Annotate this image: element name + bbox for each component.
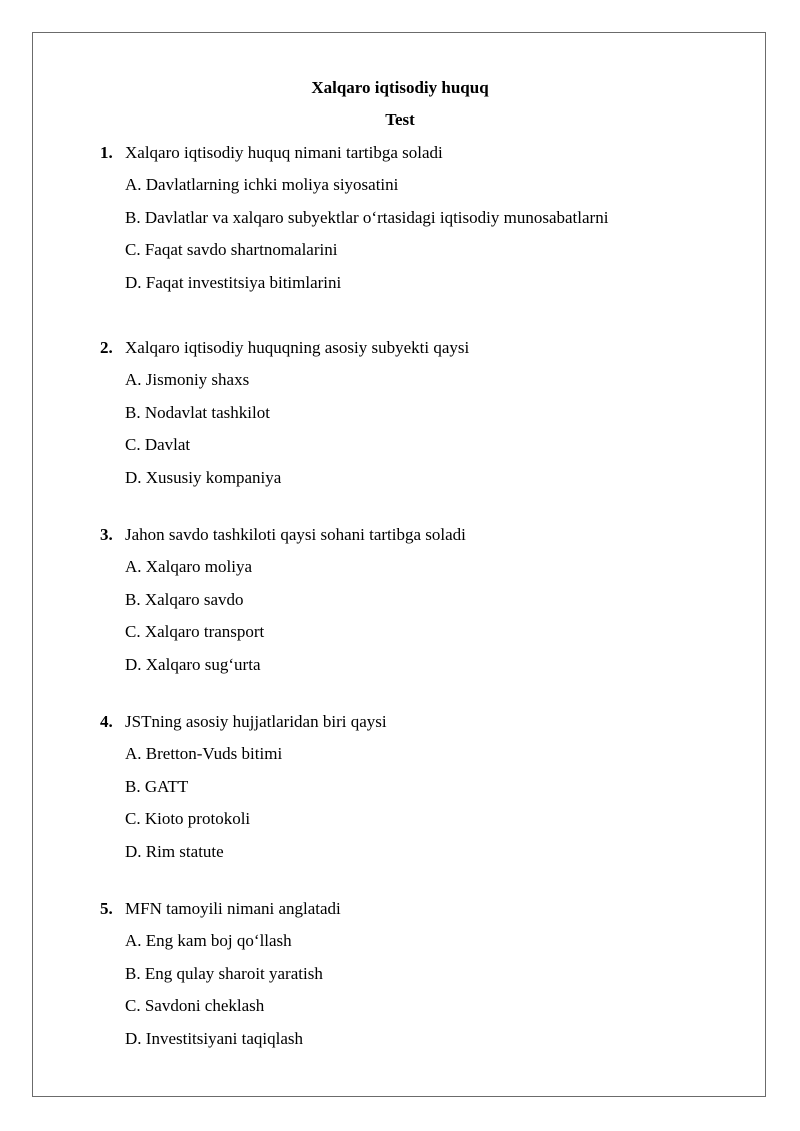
answer-option-b: B. Eng qulay sharoit yaratish <box>125 963 323 983</box>
answer-option-c: C. Davlat <box>125 435 191 455</box>
question-line <box>100 524 740 556</box>
answer-option-d: D. Faqat investitsiya bitimlarini <box>125 272 342 292</box>
answer-option-b: B. Xalqaro savdo <box>125 589 244 609</box>
answer-option-b: B. GATT <box>125 776 189 796</box>
question-number: 3. <box>100 525 113 544</box>
answer-option-c: C. Xalqaro transport <box>125 622 265 642</box>
question-line <box>100 711 740 743</box>
question-1 <box>100 142 740 304</box>
question-text: MFN tamoyili nimani anglatadi <box>125 899 341 918</box>
answer-option-d: D. Investitsiyani taqiqlash <box>125 1028 304 1048</box>
question-text: Jahon savdo tashkiloti qaysi sohani tartibga soladi <box>125 525 466 544</box>
question-number: 4. <box>100 712 113 731</box>
answer-option-a: A. Bretton-Vuds bitimi <box>125 744 283 764</box>
answer-option-a: A. Xalqaro moliya <box>125 557 252 577</box>
document-title: Xalqaro iqtisodiy huquq <box>311 78 489 97</box>
answer-option-b: B. Nodavlat tashkilot <box>125 402 270 422</box>
answer-option-d: D. Rim statute <box>125 841 224 861</box>
answer-option-c: C. Savdoni cheklash <box>125 996 265 1016</box>
question-line <box>100 142 740 174</box>
question-line <box>100 337 740 369</box>
question-5 <box>100 898 740 1060</box>
question-number: 1. <box>100 143 113 162</box>
answer-option-a: A. Eng kam boj qo‘llash <box>125 931 292 951</box>
question-text: JSTning asosiy hujjatlaridan biri qaysi <box>125 712 387 731</box>
answer-option-b: B. Davlatlar va xalqaro subyektlar o‘rtasidagi iqtisodiy munosabatlarni <box>125 207 609 227</box>
question-number: 2. <box>100 338 113 357</box>
answer-option-d: D. Xalqaro sug‘urta <box>125 654 261 674</box>
question-line <box>100 898 740 930</box>
question-4 <box>100 711 740 873</box>
question-number: 5. <box>100 899 113 918</box>
answer-option-a: A. Jismoniy shaxs <box>125 370 250 390</box>
answer-option-c: C. Kioto protokoli <box>125 809 251 829</box>
document-subtitle: Test <box>385 110 415 129</box>
question-text: Xalqaro iqtisodiy huquq nimani tartibga soladi <box>125 143 443 162</box>
question-3 <box>100 524 740 686</box>
answer-option-d: D. Xususiy kompaniya <box>125 467 282 487</box>
question-text: Xalqaro iqtisodiy huquqning asosiy subyekti qaysi <box>125 338 470 357</box>
answer-option-a: A. Davlatlarning ichki moliya siyosatini <box>125 175 399 195</box>
question-2 <box>100 337 740 499</box>
answer-option-c: C. Faqat savdo shartnomalarini <box>125 240 338 260</box>
